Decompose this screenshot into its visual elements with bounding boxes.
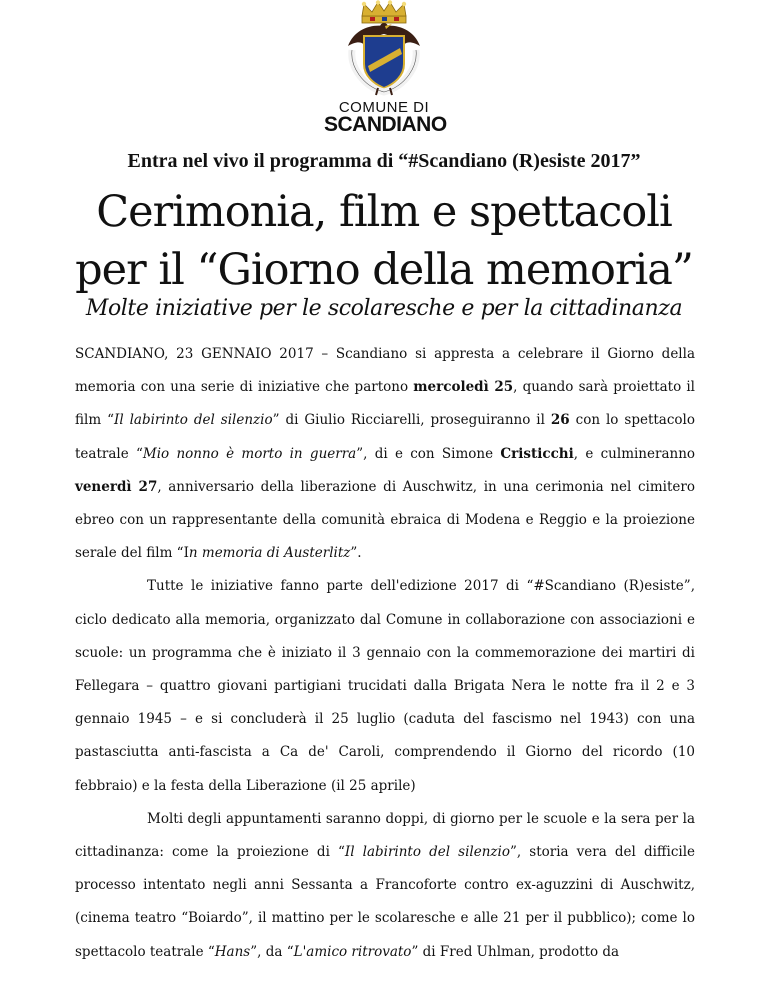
- text-run: Tutte le iniziative fanno parte dell'edizione 2017 di “#Scandiano (R)esiste”, ciclo dedicato alla memoria, organizzato dal Comune in collaborazione con associazioni e scuole: un programma che è iniziato il 3 gennaio con la commemorazione dei martiri di Fellegara – quattro giovani partigiani trucidati dalla Brigata Nera le notte fra il 2 e 3 gennaio 1945 – e si concluderà il 25 luglio (caduta del fascismo nel 1943) con una pastasciutta anti-fascista a Ca de' Caroli, comprendendo il Giorno del ricordo (10 febbraio) e la festa della Liberazione (il 25 aprile): [75, 578, 695, 794]
- text-run: 26: [550, 412, 570, 429]
- logo-text-comune-di: COMUNE DI: [338, 99, 430, 116]
- coat-of-arms-icon: [340, 0, 428, 96]
- text-run: ”, storia vera del difficile processo intentato negli anni Sessanta a Francoforte contro ex-aguzzini di Auschwitz, (cinema teatro “Boiardo”, il mattino per le scolaresche e alle 21 per il pubblico); come lo spettacolo teatrale “: [75, 844, 696, 960]
- subtitle: Molte iniziative per le scolaresche e per la cittadinanza: [85, 296, 683, 321]
- paragraph-2: [75, 570, 695, 802]
- text-run: n memoria di Austerlitz: [188, 545, 351, 562]
- article-body: [75, 338, 695, 969]
- logo-text-scandiano: SCANDIANO: [324, 113, 447, 136]
- text-run: ” di Fred Uhlman, prodotto da: [411, 943, 620, 960]
- text-run: , anniversario della liberazione di Auschwitz, in una cerimonia nel cimitero ebreo con un rappresentante della comunità ebraica di Modena e Reggio e la proiezione serale del film “I: [75, 478, 695, 562]
- text-run: venerdì 27: [75, 478, 158, 495]
- kicker-line: Entra nel vivo il programma di “#Scandiano (R)esiste 2017”: [127, 150, 641, 172]
- text-run: L'amico ritrovato: [293, 943, 412, 960]
- text-run: ”.: [350, 545, 362, 562]
- text-run: SCANDIANO, 23 GENNAIO 2017 – Scandiano si appresta a celebrare il Giorno della memoria con una serie di iniziative che partono: [75, 346, 695, 396]
- text-run: con lo spettacolo teatrale “: [75, 412, 695, 462]
- text-run: , quando sarà proiettato il film “: [75, 379, 696, 429]
- text-run: Il labirinto del silenzio: [344, 844, 510, 861]
- text-run: , e culmineranno: [573, 445, 696, 462]
- headline-line-2: per il “Giorno della memoria”: [75, 245, 693, 295]
- text-run: Molti degli appuntamenti saranno doppi, di giorno per le scuole e la sera per la cittadinanza: come la proiezione di “: [75, 810, 695, 861]
- text-run: Mio nonno è morto in guerra: [142, 445, 357, 462]
- paragraph-3: [75, 803, 695, 969]
- comune-di-scandiano-logo: [324, 0, 447, 136]
- text-run: Hans: [214, 943, 251, 960]
- paragraph-1: [75, 338, 695, 570]
- headline-line-1: Cerimonia, film e spettacoli: [96, 187, 672, 237]
- text-run: ”, da “: [250, 943, 294, 960]
- text-run: ”, di e con Simone: [356, 445, 501, 462]
- text-run: ” di Giulio Ricciarelli, proseguiranno il: [272, 412, 551, 429]
- text-run: Il labirinto del silenzio: [113, 412, 273, 429]
- text-run: mercoledì 25: [413, 379, 514, 396]
- text-run: Cristicchi: [500, 445, 574, 462]
- headline: [0, 183, 768, 299]
